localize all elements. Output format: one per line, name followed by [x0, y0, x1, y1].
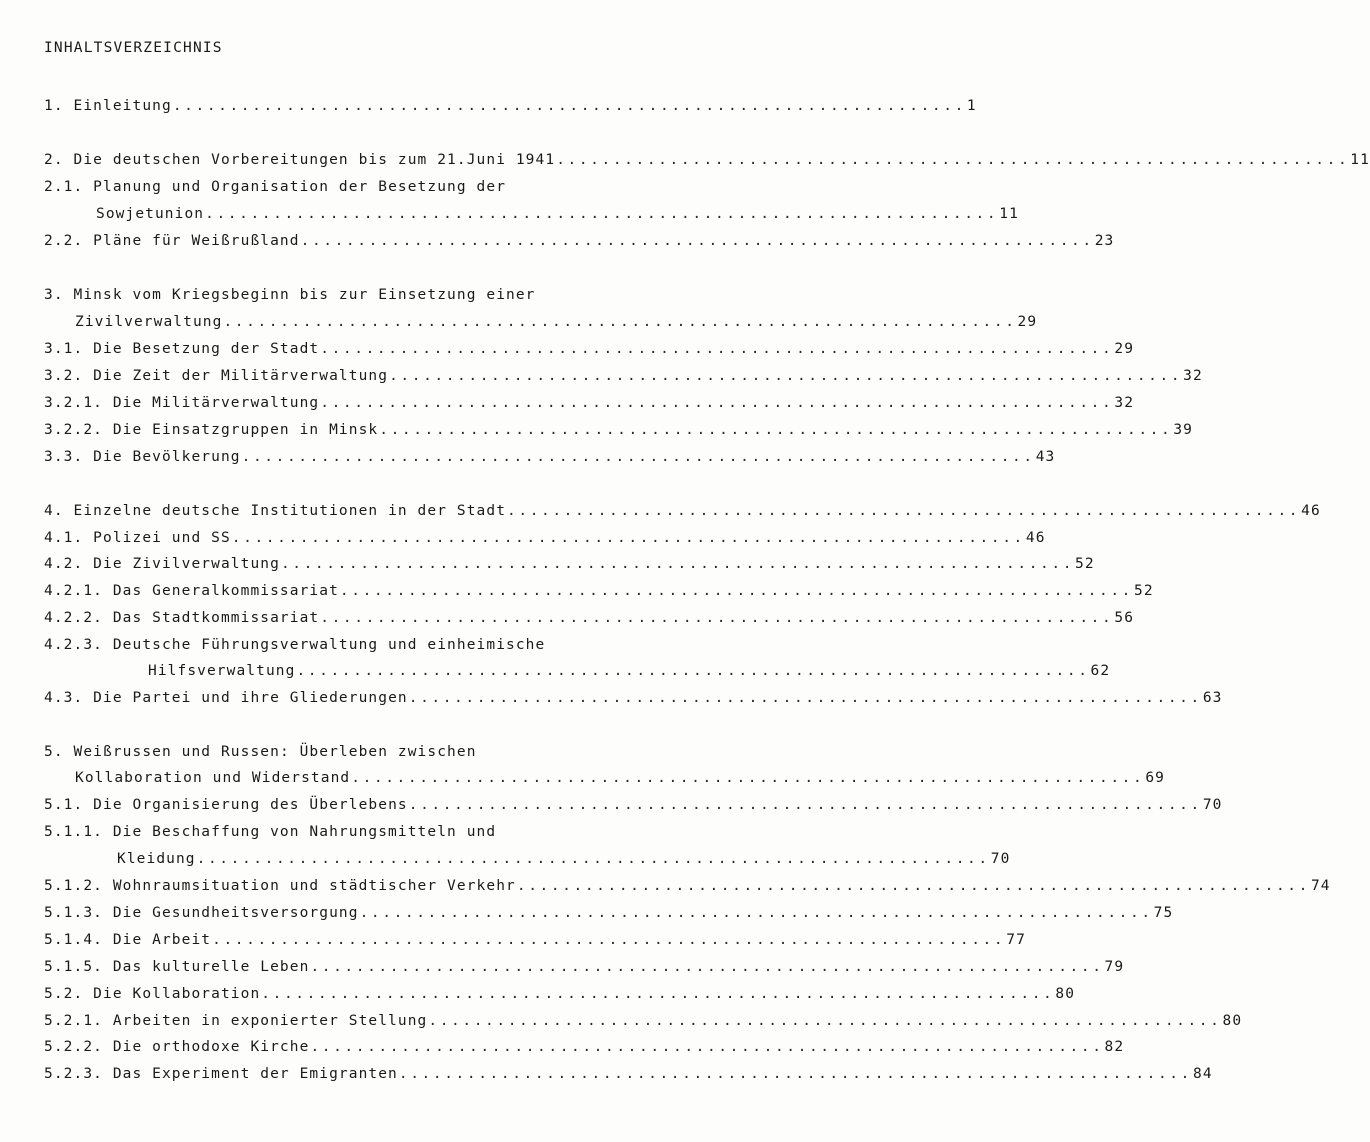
entry-title: Das Generalkommissariat — [112, 583, 339, 599]
entry-number: 4.2.3. — [44, 637, 103, 653]
entry-title: Polizei und SS — [93, 530, 231, 546]
toc-entry — [44, 875, 1331, 897]
entry-page: 29 — [1017, 314, 1038, 330]
entry-page: 1 — [966, 98, 977, 114]
toc-entry — [44, 95, 977, 117]
entry-number: 4.2.2. — [44, 610, 103, 626]
leader-dots: ...................................................................... — [172, 98, 966, 114]
entry-title: Minsk vom Kriegsbeginn bis zur Einsetzung einer — [73, 287, 536, 303]
toc-entry — [44, 149, 1370, 171]
leader-dots: ...................................................................... — [351, 770, 1145, 786]
entry-number: 3.3. — [44, 449, 84, 465]
entry-number: 2.2. — [44, 233, 84, 249]
entry-number: 5.2. — [44, 986, 84, 1002]
entry-number: 5.2.3. — [44, 1066, 103, 1082]
entry-title: Die Gesundheitsversorgung — [112, 905, 359, 921]
entry-number: 3.2. — [44, 368, 84, 384]
entry-number: 5.1. — [44, 797, 84, 813]
leader-dots: ...................................................................... — [379, 422, 1173, 438]
entry-title: Die Zeit der Militärverwaltung — [93, 368, 389, 384]
entry-title: Weißrussen und Russen: Überleben zwischen — [73, 744, 477, 760]
entry-number: 1. — [44, 98, 64, 114]
entry-number: 2.1. — [44, 179, 84, 195]
leader-dots: ...................................................................... — [205, 206, 999, 222]
entry-title-continued: Kleidung — [117, 851, 196, 867]
entry-title: Die Bevölkerung — [93, 449, 241, 465]
entry-title-continued: Zivilverwaltung — [75, 314, 223, 330]
entry-title-continued: Kollaboration und Widerstand — [75, 770, 351, 786]
leader-dots: ...................................................................... — [280, 556, 1075, 572]
entry-number: 4.3. — [44, 690, 84, 706]
leader-dots: ...................................................................... — [300, 233, 1094, 249]
entry-title: Die Arbeit — [112, 932, 212, 948]
leader-dots: ...................................................................... — [196, 851, 990, 867]
entry-page: 80 — [1222, 1013, 1243, 1029]
entry-number: 3.2.1. — [44, 395, 103, 411]
toc-entry — [44, 902, 1174, 924]
leader-dots: ...................................................................... — [320, 395, 1114, 411]
entry-title: Einzelne deutsche Institutionen in der Stadt — [73, 503, 507, 519]
leader-dots: ...................................................................... — [556, 152, 1350, 168]
leader-dots: ...................................................................... — [212, 932, 1006, 948]
leader-dots: ...................................................................... — [231, 530, 1025, 546]
toc-entry — [44, 284, 536, 306]
entry-number: 4. — [44, 503, 64, 519]
toc-entry — [44, 580, 1154, 602]
leader-dots: ...................................................................... — [310, 959, 1104, 975]
toc-entry — [44, 365, 1203, 387]
entry-number: 5. — [44, 744, 64, 760]
entry-title: Die orthodoxe Kirche — [112, 1039, 310, 1055]
entry-title: Deutsche Führungsverwaltung und einheimische — [112, 637, 546, 653]
entry-page: 11 — [1350, 152, 1370, 168]
toc-entry — [44, 392, 1135, 414]
entry-page: 74 — [1310, 878, 1331, 894]
entry-title: Das Stadtkommissariat — [112, 610, 320, 626]
entry-title: Die Zivilverwaltung — [93, 556, 280, 572]
entry-number: 5.1.4. — [44, 932, 103, 948]
entry-page: 52 — [1134, 583, 1154, 599]
entry-title: Planung und Organisation der Besetzung der — [93, 179, 507, 195]
toc-entry — [44, 446, 1056, 468]
leader-dots: ...................................................................... — [296, 663, 1090, 679]
toc-entry-continuation — [117, 848, 1011, 870]
entry-page: 79 — [1104, 959, 1125, 975]
leader-dots: ...................................................................... — [389, 368, 1183, 384]
entry-title-continued: Hilfsverwaltung — [148, 663, 296, 679]
entry-number: 5.2.2. — [44, 1039, 103, 1055]
entry-title: Die Partei und ihre Gliederungen — [93, 690, 408, 706]
leader-dots: ...................................................................... — [320, 341, 1114, 357]
entry-page: 43 — [1035, 449, 1056, 465]
entry-number: 2. — [44, 152, 64, 168]
entry-page: 70 — [1202, 797, 1223, 813]
entry-number: 5.1.3. — [44, 905, 103, 921]
entry-title: Arbeiten in exponierter Stellung — [112, 1013, 428, 1029]
entry-page: 11 — [999, 206, 1019, 222]
entry-page: 82 — [1104, 1039, 1125, 1055]
toc-entry — [44, 956, 1125, 978]
entry-title: Die Beschaffung von Nahrungsmitteln und — [112, 824, 497, 840]
toc-entry — [44, 741, 477, 763]
entry-number: 5.1.1. — [44, 824, 103, 840]
entry-page: 77 — [1006, 932, 1026, 948]
leader-dots: ...................................................................... — [339, 583, 1134, 599]
entry-page: 52 — [1075, 556, 1095, 572]
leader-dots: ...................................................................... — [359, 905, 1153, 921]
entry-page: 75 — [1153, 905, 1174, 921]
toc-entry — [44, 1010, 1243, 1032]
entry-number: 5.1.2. — [44, 878, 103, 894]
entry-page: 80 — [1055, 986, 1076, 1002]
leader-dots: ...................................................................... — [398, 1066, 1192, 1082]
entry-title: Wohnraumsituation und städtischer Verkehr — [112, 878, 516, 894]
entry-title: Einleitung — [73, 98, 172, 114]
entry-number: 4.2.1. — [44, 583, 103, 599]
toc-entry — [44, 419, 1193, 441]
toc-entry-continuation — [148, 660, 1111, 682]
entry-number: 3.2.2. — [44, 422, 103, 438]
entry-title: Die Kollaboration — [93, 986, 261, 1002]
toc-entry — [44, 634, 545, 656]
toc-entry — [44, 607, 1135, 629]
toc-entry — [44, 929, 1026, 951]
entry-page: 29 — [1114, 341, 1135, 357]
entry-number: 5.1.5. — [44, 959, 103, 975]
toc-entry-continuation — [96, 203, 1019, 225]
leader-dots: ...................................................................... — [241, 449, 1035, 465]
entry-page: 39 — [1173, 422, 1193, 438]
toc-entry — [44, 527, 1046, 549]
toc-entry — [44, 1063, 1213, 1085]
entry-page: 84 — [1192, 1066, 1213, 1082]
leader-dots: ...................................................................... — [320, 610, 1114, 626]
entry-number: 3.1. — [44, 341, 84, 357]
toc-entry — [44, 1036, 1125, 1058]
leader-dots: ...................................................................... — [223, 314, 1017, 330]
toc-entry — [44, 230, 1115, 252]
toc-entry — [44, 794, 1223, 816]
entry-page: 46 — [1301, 503, 1321, 519]
leader-dots: ...................................................................... — [310, 1039, 1104, 1055]
leader-dots: ...................................................................... — [261, 986, 1055, 1002]
entry-page: 32 — [1114, 395, 1135, 411]
entry-page: 23 — [1094, 233, 1115, 249]
entry-title: Die Besetzung der Stadt — [93, 341, 320, 357]
entry-number: 3. — [44, 287, 64, 303]
entry-title: Das Experiment der Emigranten — [112, 1066, 398, 1082]
leader-dots: ...................................................................... — [428, 1013, 1222, 1029]
entry-title: Das kulturelle Leben — [112, 959, 310, 975]
entry-page: 69 — [1145, 770, 1165, 786]
entry-page: 56 — [1114, 610, 1135, 626]
entry-title: Die deutschen Vorbereitungen bis zum 21.Juni 1941 — [73, 152, 556, 168]
toc-entry — [44, 500, 1321, 522]
toc-entry — [44, 983, 1076, 1005]
leader-dots: ...................................................................... — [408, 690, 1202, 706]
entry-title: Pläne für Weißrußland — [93, 233, 300, 249]
leader-dots: ...................................................................... — [516, 878, 1310, 894]
toc-entry — [44, 176, 506, 198]
toc-entry — [44, 687, 1223, 709]
page-title: INHALTSVERZEICHNIS — [44, 40, 223, 56]
entry-title-continued: Sowjetunion — [96, 206, 205, 222]
entry-page: 46 — [1025, 530, 1046, 546]
entry-number: 5.2.1. — [44, 1013, 103, 1029]
toc-entry — [44, 821, 496, 843]
leader-dots: ...................................................................... — [507, 503, 1301, 519]
toc-entry-continuation — [75, 311, 1038, 333]
entry-title: Die Organisierung des Überlebens — [93, 797, 408, 813]
leader-dots: ...................................................................... — [408, 797, 1202, 813]
entry-title: Die Einsatzgruppen in Minsk — [112, 422, 379, 438]
entry-page: 70 — [990, 851, 1011, 867]
entry-page: 32 — [1183, 368, 1203, 384]
entry-page: 62 — [1090, 663, 1111, 679]
entry-number: 4.1. — [44, 530, 84, 546]
toc-entry — [44, 553, 1095, 575]
entry-title: Die Militärverwaltung — [112, 395, 320, 411]
entry-number: 4.2. — [44, 556, 84, 572]
toc-entry-continuation — [75, 767, 1165, 789]
entry-page: 63 — [1202, 690, 1223, 706]
toc-entry — [44, 338, 1135, 360]
